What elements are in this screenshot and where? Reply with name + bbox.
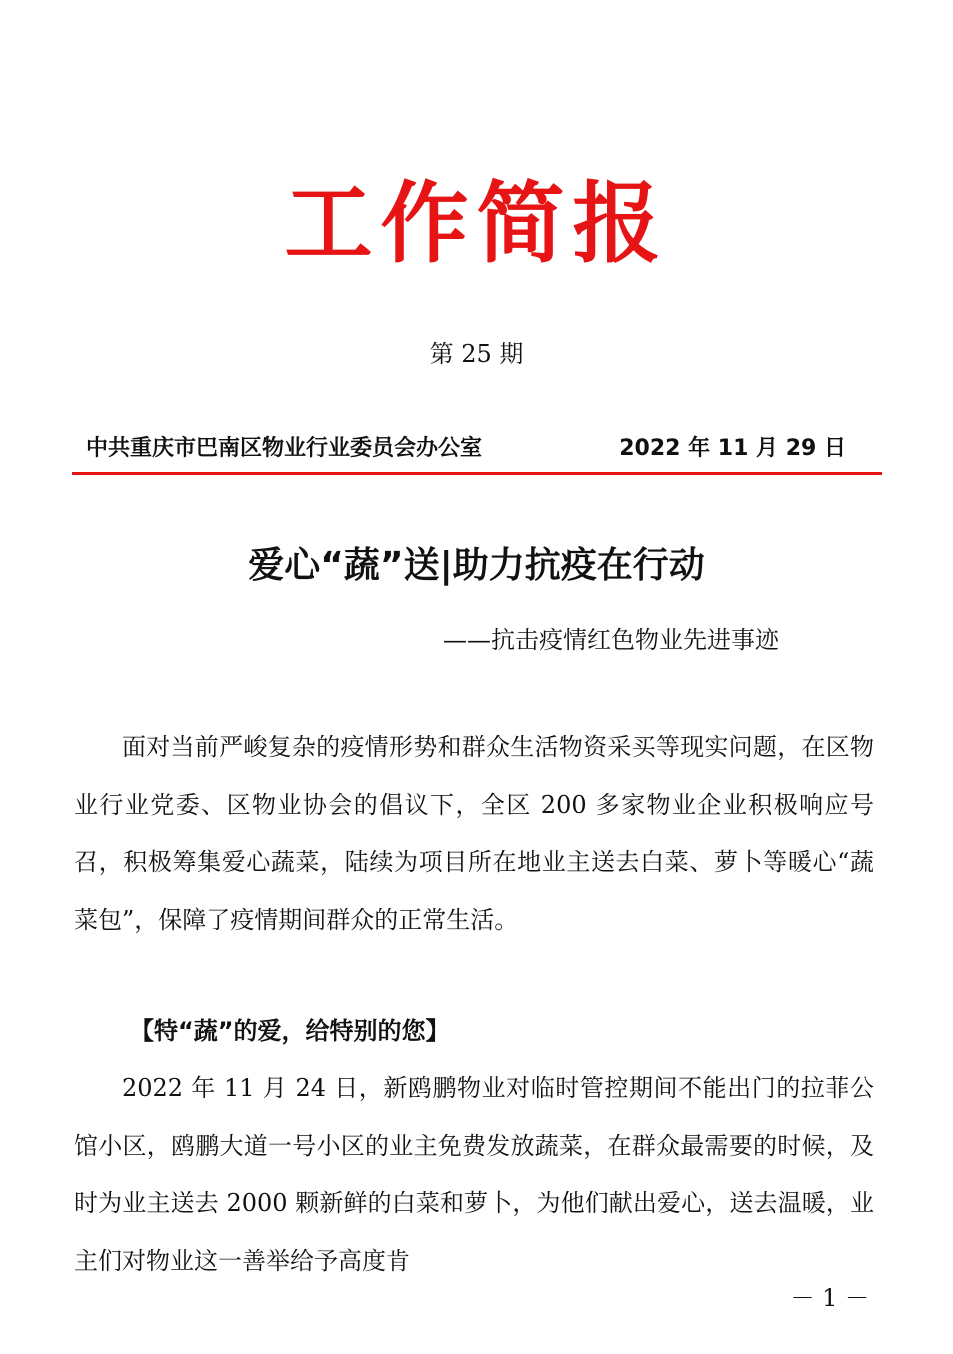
article-subheadline: ——抗击疫情红色物业先进事迹 (443, 626, 779, 654)
issuer-name: 中共重庆市巴南区物业行业委员会办公室 (86, 436, 483, 461)
body-paragraph-2: 2022 年 11 月 24 日，新鸥鹏物业对临时管控期间不能出门的拉菲公馆小区，鸥鹏大道一号小区的业主免费发放蔬菜，在群众最需要的时候，及时为业主送去 2000 颗新鲜的白菜和萝卜，为他们献出爱心，送去温暖，业主们对物业这一善举给予高度肯 (74, 1074, 874, 1275)
section-heading: 【特“蔬”的爱，给特别的您】 (130, 1017, 450, 1045)
red-divider (72, 472, 882, 475)
masthead-title: 工作简报 (284, 172, 669, 275)
article-headline: 爱心“蔬”送|助力抗疫在行动 (248, 545, 705, 586)
issue-number: 第 25 期 (429, 340, 524, 368)
page-number: － 1 － (786, 1280, 873, 1316)
issuer-row (86, 434, 846, 464)
body-paragraph-1: 面对当前严峻复杂的疫情形势和群众生活物资采买等现实问题，在区物业行业党委、区物业协会的倡议下，全区 200 多家物业企业积极响应号召，积极筹集爱心蔬菜，陆续为项目所在地业主送去白菜、萝卜等暖心“蔬菜包”，保障了疫情期间群众的正常生活。 (74, 733, 874, 934)
issue-date: 2022 年 11 月 29 日 (619, 436, 846, 461)
